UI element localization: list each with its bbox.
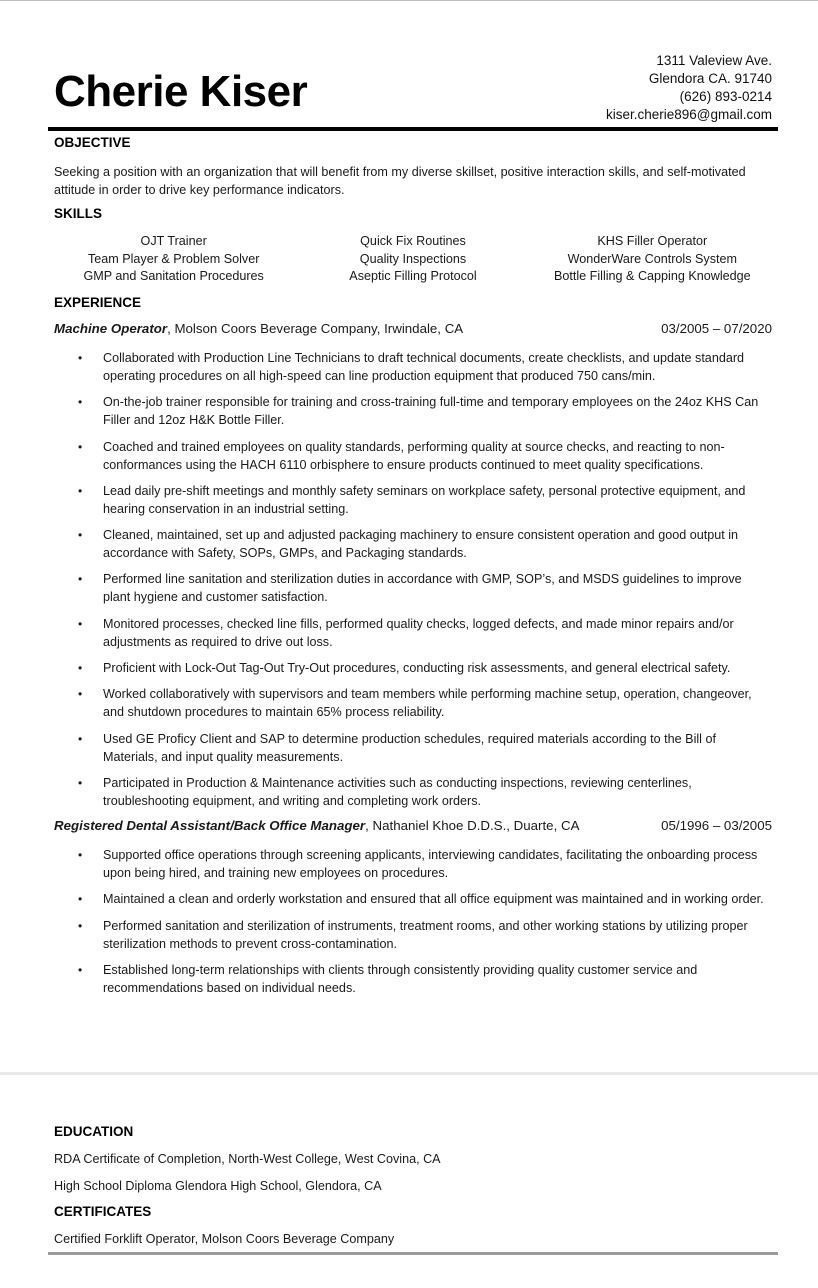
skills-grid <box>54 233 772 286</box>
job-bullet: • Collaborated with Production Line Technicians to draft technical documents, create checklists, and update standard operating procedures on all high-speed can line production equipment that produced 750 cans/min. <box>0 349 771 385</box>
job-bullet: • Established long-term relationships with clients through consistently providing quality customer service and recommendations based on individual needs. <box>0 961 771 997</box>
header-divider <box>48 127 778 131</box>
skill-item: Quick Fix Routines <box>360 234 466 248</box>
contact-block <box>606 52 772 124</box>
job-employer: , Molson Coors Beverage Company, Irwindale, CA <box>167 321 464 336</box>
education-item: RDA Certificate of Completion, North-West College, West Covina, CA <box>54 1152 441 1166</box>
contact-email[interactable]: kiser.cherie896@gmail.com <box>605 107 772 122</box>
job-bullet: • Worked collaboratively with supervisors and team members while performing machine setup, operation, changeover, and shutdown procedures to maintain 65% process reliability. <box>0 685 771 721</box>
skill-item: OJT Trainer <box>140 234 207 248</box>
contact-city: Glendora CA. 91740 <box>648 71 772 86</box>
experience-heading: EXPERIENCE <box>54 295 142 310</box>
skills-column <box>533 233 772 286</box>
job-position <box>54 321 463 336</box>
contact-phone: (626) 893-0214 <box>679 89 772 104</box>
job-bullet: • Used GE Proficy Client and SAP to determine production schedules, required materials according to the Bill of Materials, and input quality measurements. <box>0 730 771 766</box>
skills-column <box>293 233 532 286</box>
contact-address: 1311 Valeview Ave. <box>656 53 772 68</box>
skills-column <box>54 233 293 286</box>
resume-page-2 <box>0 1075 818 1288</box>
certificate-item: Certified Forklift Operator, Molson Coors Beverage Company <box>54 1232 395 1246</box>
job-bullets <box>0 846 771 1005</box>
objective-heading: OBJECTIVE <box>54 135 131 150</box>
job-bullet: • Cleaned, maintained, set up and adjusted packaging machinery to ensure consistent operation and good output in accordance with Safety, SOPs, GMPs, and Packaging standards. <box>0 526 771 562</box>
job-title: Registered Dental Assistant/Back Office Manager <box>54 818 366 833</box>
job-bullet: • Participated in Production & Maintenance activities such as conducting inspections, reviewing centerlines, troubleshooting equipment, and writing and completing work orders. <box>0 774 771 810</box>
job-bullet: • Lead daily pre-shift meetings and monthly safety seminars on workplace safety, personal protective equipment, and hearing conservation in an industrial setting. <box>0 482 771 518</box>
skill-item: Bottle Filling & Capping Knowledge <box>553 269 751 283</box>
skill-item: WonderWare Controls System <box>567 251 737 266</box>
job-bullet: • Proficient with Lock-Out Tag-Out Try-Out procedures, conducting risk assessments, and general electrical safety. <box>0 659 771 677</box>
education-heading: EDUCATION <box>54 1124 134 1139</box>
education-item: High School Diploma Glendora High School, Glendora, CA <box>54 1179 382 1193</box>
job-bullet: • Monitored processes, checked line fills, performed quality checks, logged defects, and made minor repairs and/or adjustments as required to drive out loss. <box>0 615 771 651</box>
footer-divider <box>48 1252 778 1255</box>
job-header <box>54 818 772 833</box>
skill-item: GMP and Sanitation Procedures <box>83 269 264 283</box>
job-position <box>54 818 579 833</box>
job-bullet: • Maintained a clean and orderly workstation and ensured that all office equipment was maintained and in working order. <box>0 890 771 908</box>
skills-heading: SKILLS <box>54 206 103 221</box>
skill-item: KHS Filler Operator <box>597 234 708 248</box>
skill-item: Quality Inspections <box>359 251 467 266</box>
job-bullet: • On-the-job trainer responsible for training and cross-training full-time and temporary employees on the 24oz KHS Can Filler and 12oz H&K Bottle Filler. <box>0 393 771 429</box>
job-title: Machine Operator <box>54 321 168 336</box>
job-bullet: • Performed line sanitation and sterilization duties in accordance with GMP, SOP’s, and MSDS guidelines to improve plant hygiene and customer satisfaction. <box>0 570 771 606</box>
job-bullet: • Supported office operations through screening applicants, interviewing candidates, facilitating the onboarding process upon being hired, and training new employees on procedures. <box>0 846 771 882</box>
job-dates: 05/1996 – 03/2005 <box>661 818 772 833</box>
job-dates: 03/2005 – 07/2020 <box>661 321 772 336</box>
job-bullets <box>0 349 771 818</box>
certificates-heading: CERTIFICATES <box>54 1204 152 1219</box>
skill-item: Aseptic Filling Protocol <box>349 269 477 283</box>
job-header <box>54 321 772 336</box>
candidate-name: Cherie Kiser <box>54 67 308 116</box>
job-bullet: • Coached and trained employees on quality standards, performing quality at source checks, and reacting to non-conformances using the HACH 6110 orbisphere to ensure products continued to meet quality specifications. <box>0 438 771 474</box>
skill-item: Team Player & Problem Solver <box>87 251 260 266</box>
job-bullet: • Performed sanitation and sterilization of instruments, treatment rooms, and other working stations by utilizing proper sterilization methods to prevent cross-contamination. <box>0 917 771 953</box>
job-employer: , Nathaniel Khoe D.D.S., Duarte, CA <box>365 818 580 833</box>
objective-text: Seeking a position with an organization that will benefit from my diverse skillset, positive interaction skills, and self-motivated attitude in order to drive key performance indicators. <box>54 165 746 197</box>
